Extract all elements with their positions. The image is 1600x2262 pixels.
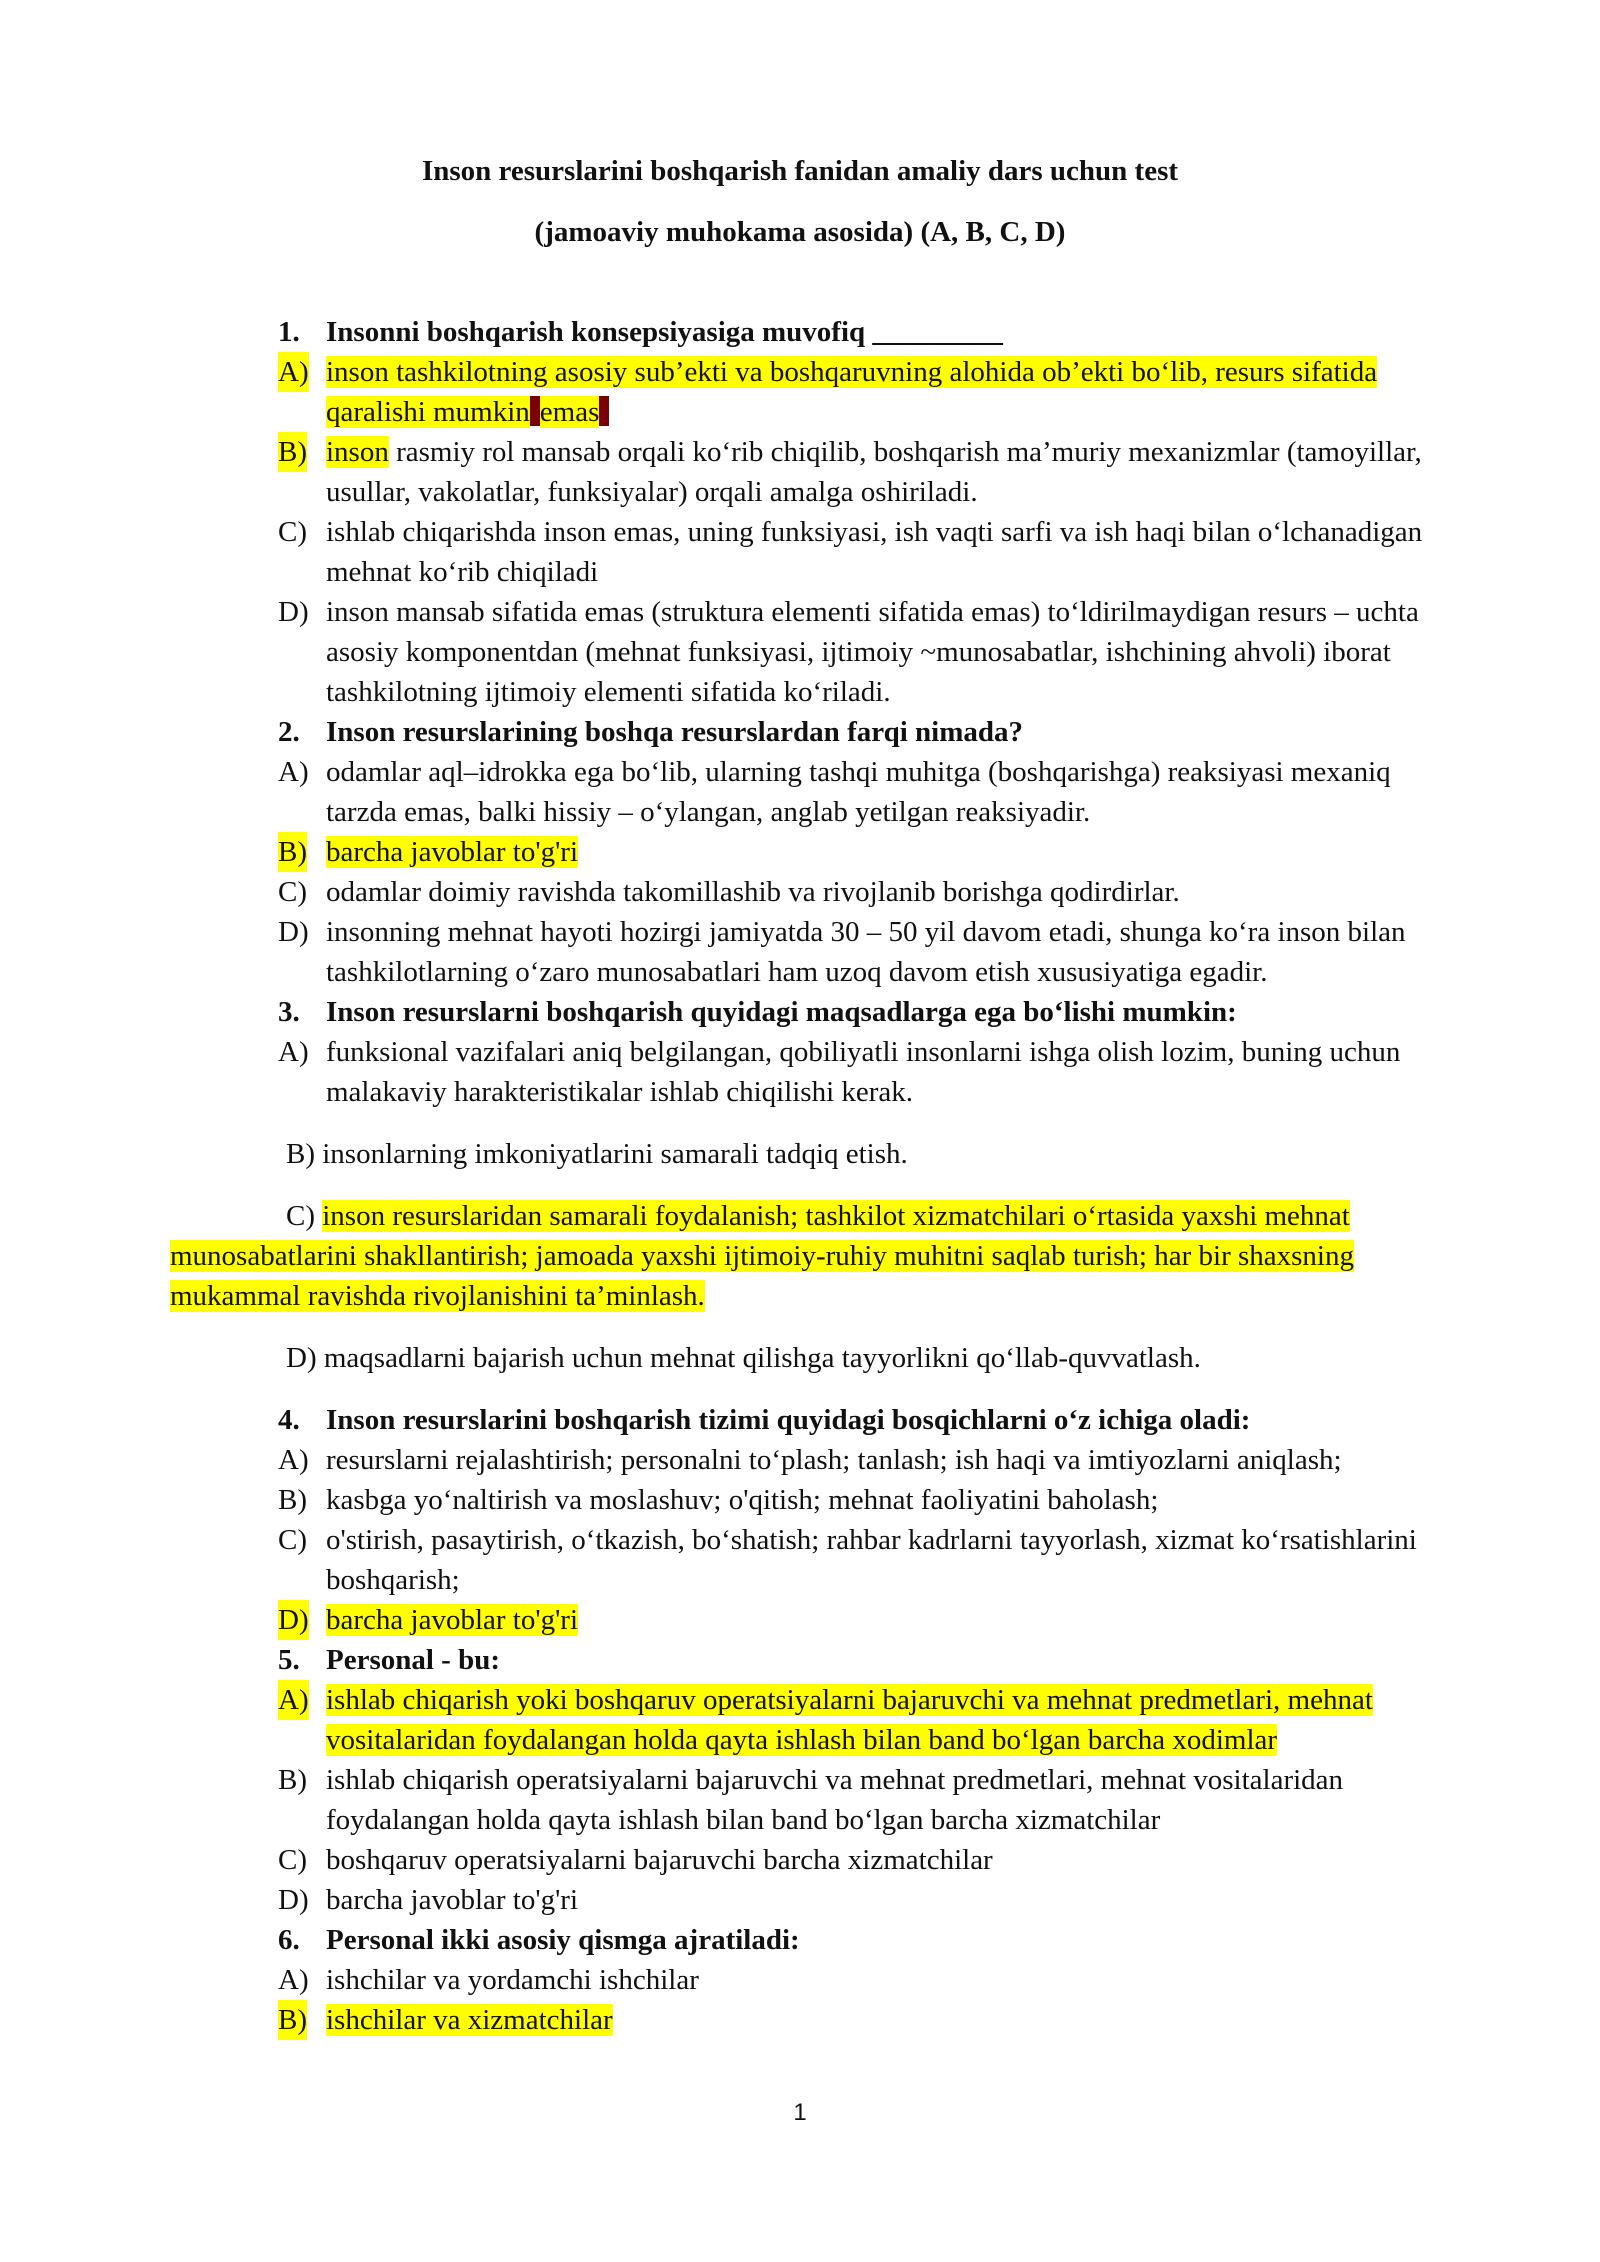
- question-3-option-a: [232, 1032, 1432, 1112]
- option-text: insonning mehnat hayoti hozirgi jamiyatda 30 – 50 yil davom etadi, shunga ko‘ra inson bilan tashkilotlarning o‘zaro munosabatlari ham uzoq davom etish xususiyatiga egadir.: [326, 916, 1406, 988]
- option-label: B): [278, 832, 307, 872]
- question-3-option-d: [232, 1338, 1546, 1378]
- option-label: D): [278, 916, 309, 948]
- option-label: D): [278, 1600, 309, 1640]
- question-4-option-d: [232, 1600, 1432, 1640]
- option-label: A): [278, 1444, 309, 1476]
- text-cursor-marker: [530, 396, 540, 426]
- option-label: B): [278, 1764, 307, 1796]
- text-cursor-marker: [599, 396, 609, 426]
- option-text: resurslarni rejalashtirish; personalni to‘plash; tanlash; ish haqi va imtiyozlarni aniqlash;: [326, 1444, 1342, 1476]
- option-label: B): [278, 1484, 307, 1516]
- question-number: 5.: [278, 1644, 300, 1676]
- option-text: ishlab chiqarishda inson emas, uning funksiyasi, ish vaqti sarfi va ish haqi bilan o‘lchanadigan mehnat ko‘rib chiqiladi: [326, 516, 1423, 588]
- document-subtitle: (jamoaviy muhokama asosida) (A, B, C, D): [534, 216, 1066, 248]
- option-text: kasbga yo‘naltirish va moslashuv; o'qitish; mehnat faoliyatini baholash;: [326, 1484, 1159, 1516]
- option-label: B): [278, 2000, 307, 2040]
- option-label: D): [278, 596, 309, 628]
- option-text: inson mansab sifatida emas (struktura elementi sifatida emas) to‘ldirilmaydigan resurs – uchta asosiy komponentdan (mehnat funksiyasi, ijtimoiy ~munosabatlar, ishchining ahvoli) iborat tashkilotning ijtimoiy elementi sifatida ko‘riladi.: [326, 596, 1419, 708]
- question-2-option-d: [232, 912, 1432, 992]
- option-text: maqsadlarni bajarish uchun mehnat qilishga tayyorlikni qo‘llab-quvvatlash.: [323, 1342, 1201, 1374]
- question-number: 4.: [278, 1404, 300, 1436]
- test-content: [170, 312, 1492, 2040]
- option-text: odamlar doimiy ravishda takomillashib va rivojlanib borishga qodirdirlar.: [326, 876, 1180, 908]
- option-label: A): [278, 352, 309, 392]
- option-text: rasmiy rol mansab orqali ko‘rib chiqilib, boshqarish ma’muriy mexanizmlar (tamoyillar, usullar, vakolatlar, funksiyalar) orqali amalga oshiriladi.: [326, 436, 1422, 508]
- question-2-option-b: [232, 832, 1432, 872]
- question-3-option-c: [170, 1196, 1420, 1316]
- question-text: Personal ikki asosiy qismga ajratiladi:: [326, 1924, 800, 1956]
- option-label: C): [286, 1200, 315, 1232]
- question-text: Inson resurslarining boshqa resurslardan farqi nimada?: [326, 716, 1023, 748]
- option-label: C): [278, 516, 307, 548]
- question-4-option-a: [232, 1440, 1432, 1480]
- option-text: barcha javoblar to'g'ri: [326, 836, 579, 868]
- question-4-option-c: [232, 1520, 1432, 1600]
- option-text: o'stirish, pasaytirish, o‘tkazish, bo‘shatish; rahbar kadrlarni tayyorlash, xizmat ko‘rsatishlarini boshqarish;: [326, 1524, 1417, 1596]
- document-title: Inson resurslarini boshqarish fanidan amaliy dars uchun test: [421, 155, 1179, 187]
- question-1: [232, 312, 1432, 352]
- question-6-option-b: [232, 2000, 1432, 2040]
- question-2-option-c: [232, 872, 1432, 912]
- question-5-option-c: [232, 1840, 1432, 1880]
- question-3-option-b: [232, 1134, 1546, 1174]
- question-4-option-b: [232, 1480, 1432, 1520]
- question-text: Inson resurslarini boshqarish tizimi quyidagi bosqichlarni o‘z ichiga oladi:: [326, 1404, 1251, 1436]
- option-text-end: emas: [539, 396, 600, 428]
- option-label: C): [278, 1524, 307, 1556]
- question-5-option-d: [232, 1880, 1432, 1920]
- question-4: [232, 1400, 1432, 1440]
- question-1-option-d: [232, 592, 1432, 712]
- question-6: [232, 1920, 1432, 1960]
- question-number: 1.: [278, 316, 300, 348]
- option-highlighted-word: inson: [326, 436, 389, 468]
- option-text: funksional vazifalari aniq belgilangan, qobiliyatli insonlarni ishga olish lozim, buning uchun malakaviy harakteristikalar ishlab chiqilishi kerak.: [326, 1036, 1401, 1108]
- question-number: 2.: [278, 716, 300, 748]
- option-text: insonlarning imkoniyatlarini samarali tadqiq etish.: [322, 1138, 908, 1170]
- option-text: ishlab chiqarish operatsiyalarni bajaruvchi va mehnat predmetlari, mehnat vositalaridan foydalangan holda qayta ishlash bilan band bo‘lgan barcha xizmatchilar: [326, 1764, 1344, 1836]
- question-text: Inson resurslarni boshqarish quyidagi maqsadlarga ega bo‘lishi mumkin:: [326, 996, 1237, 1028]
- question-number: 3.: [278, 996, 300, 1028]
- option-label: B): [286, 1138, 315, 1170]
- option-text: inson tashkilotning asosiy sub’ekti va boshqaruvning alohida ob’ekti bo‘lib, resurs sifatida qaralishi mumkin: [326, 356, 1378, 428]
- question-5-option-a: [232, 1680, 1432, 1760]
- option-text: ishchilar va yordamchi ishchilar: [326, 1964, 699, 1996]
- option-text: barcha javoblar to'g'ri: [326, 1604, 579, 1636]
- option-text: inson resurslaridan samarali foydalanish; tashkilot xizmatchilari o‘rtasida yaxshi mehnat munosabatlarini shakllantirish; jamoada yaxshi ijtimoiy-ruhiy muhitni saqlab turish; har bir shaxsning mukammal ravishda rivojlanishini ta’minlash.: [170, 1200, 1354, 1312]
- option-label: A): [278, 1680, 309, 1720]
- question-1-option-c: [232, 512, 1432, 592]
- question-number: 6.: [278, 1924, 300, 1956]
- question-5: [232, 1640, 1432, 1680]
- question-2: [232, 712, 1432, 752]
- question-text: Personal - bu:: [326, 1644, 500, 1676]
- option-text: ishlab chiqarish yoki boshqaruv operatsiyalarni bajaruvchi va mehnat predmetlari, mehnat vositalaridan foydalangan holda qayta ishlash bilan band bo‘lgan barcha xodimlar: [326, 1684, 1373, 1756]
- option-label: C): [278, 876, 307, 908]
- option-text: barcha javoblar to'g'ri: [326, 1884, 579, 1916]
- option-text: ishchilar va xizmatchilar: [326, 2004, 613, 2036]
- option-label: A): [278, 1964, 309, 1996]
- question-1-option-b: [232, 432, 1432, 512]
- option-label: A): [278, 1036, 309, 1068]
- option-label: A): [278, 756, 309, 788]
- question-1-option-a: [232, 352, 1432, 432]
- option-label: B): [278, 432, 307, 472]
- page-number: 1: [793, 2099, 807, 2126]
- question-text: Insonni boshqarish konsepsiyasiga muvofiq _________: [326, 316, 1003, 348]
- option-label: C): [278, 1844, 307, 1876]
- question-6-option-a: [232, 1960, 1432, 2000]
- question-5-option-b: [232, 1760, 1432, 1840]
- option-text: boshqaruv operatsiyalarni bajaruvchi barcha xizmatchilar: [326, 1844, 993, 1876]
- question-2-option-a: [232, 752, 1432, 832]
- option-label: D): [278, 1884, 309, 1916]
- option-label: D): [286, 1342, 317, 1374]
- question-3: [232, 992, 1432, 1032]
- option-text: odamlar aql–idrokka ega bo‘lib, ularning tashqi muhitga (boshqarishga) reaksiyasi mexaniq tarzda emas, balki hissiy – o‘ylangan, anglab yetilgan reaksiyadir.: [326, 756, 1391, 828]
